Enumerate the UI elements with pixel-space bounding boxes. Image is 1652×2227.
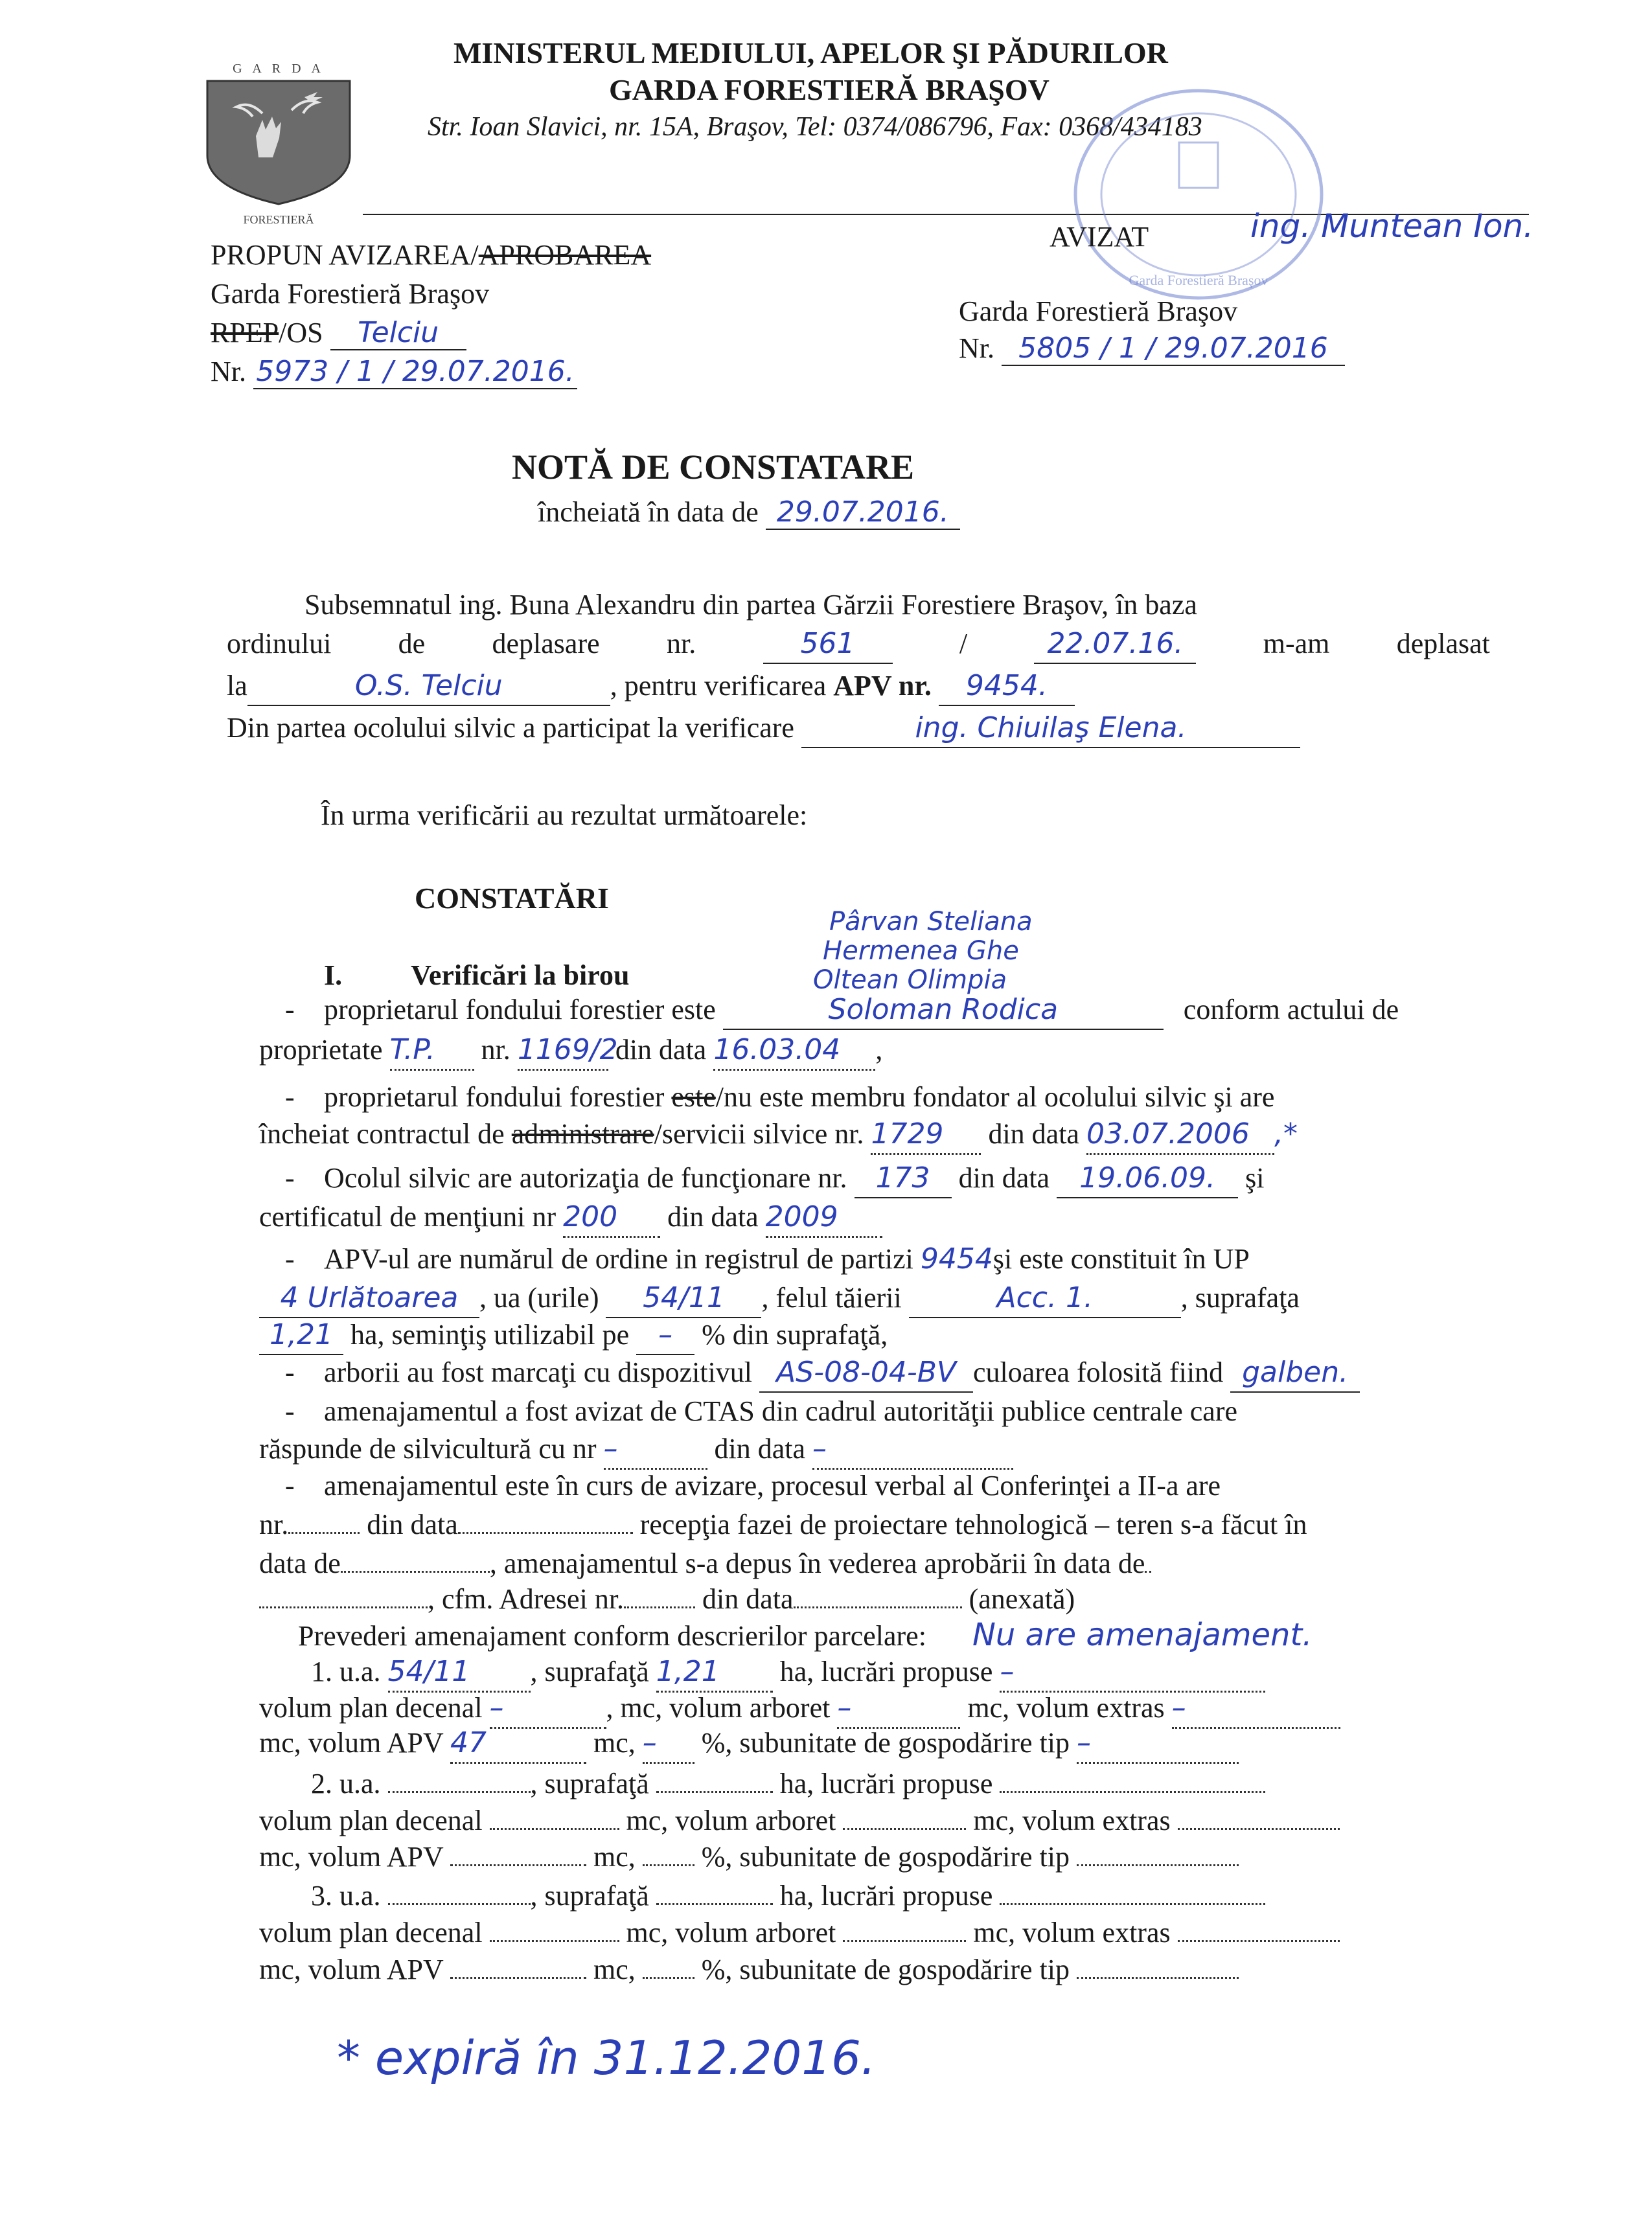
approval-date-label: din data [367, 1509, 458, 1540]
intro-word-deplasat: deplasat [1396, 628, 1490, 659]
owner-act-label: conform actului de [1183, 994, 1399, 1025]
mc-label: mc, [593, 1954, 636, 1985]
certificate-nr: 200 [563, 1198, 660, 1238]
right-garda: Garda Forestieră Braşov [959, 295, 1238, 327]
contract-asterisk: ,* [1274, 1117, 1298, 1150]
location-value: O.S. Telciu [247, 667, 610, 706]
member-struck: este [671, 1081, 716, 1113]
approval-line-1: - amenajamentul este în curs de avizare, procesul verbal al Conferinţei a II-a are [285, 1470, 1221, 1502]
mc-label: mc, [593, 1841, 636, 1873]
apv-volume-value: 47 [450, 1724, 586, 1764]
works-value: – [1000, 1653, 1265, 1693]
stand-volume-label: mc, volum arboret [626, 1805, 836, 1836]
provision-row-2-c [259, 1838, 1490, 1876]
stand-volume-value [843, 1828, 966, 1830]
owner-label: proprietarul fondului forestier este [324, 994, 716, 1025]
left-garda: Garda Forestieră Braşov [211, 278, 490, 310]
ua-label: u.a. [339, 1656, 381, 1687]
section-title: CONSTATĂRI [415, 882, 609, 915]
extract-volume-value [1178, 1940, 1340, 1942]
plan-volume-label: volum plan decenal [259, 1805, 483, 1836]
works-value [1000, 1791, 1265, 1793]
stand-volume-label: , mc, volum arboret [606, 1692, 831, 1724]
member-label: proprietarul fondului forestier [324, 1081, 665, 1113]
provision-row-3-b [259, 1914, 1490, 1952]
propun-struck: APROBAREA [478, 239, 652, 271]
avizat-label: AVIZAT [1050, 221, 1149, 253]
works-label: ha, lucrări propuse [779, 1768, 993, 1799]
intro-line-2 [227, 625, 1490, 664]
approval-submitted: , amenajamentul s-a depus în vederea aprobării în data de [489, 1547, 1145, 1579]
ordin-separator: / [959, 628, 968, 659]
approval-reception: recepţia fazei de proiectare tehnologică – teren s-a făcut în [639, 1509, 1307, 1540]
authorization-date: 19.06.09. [1057, 1159, 1238, 1198]
surface-label: , suprafaţă [530, 1656, 649, 1687]
provisions-header [298, 1616, 1529, 1655]
apv-volume-label: mc, volum APV [259, 1841, 444, 1873]
apv-register-line: - APV-ul are numărul de ordine in registrul de partizi 9454şi este constituit în UP [285, 1242, 1250, 1275]
provision-row-1-b [259, 1689, 1490, 1729]
row-number: 1. [311, 1656, 332, 1687]
ua-value: 54/11 [606, 1279, 761, 1318]
property-nr-label: nr. [481, 1034, 511, 1066]
row-number: 3. [311, 1880, 332, 1912]
ctas-label: amenajamentul a fost avizat de CTAS din cadrul autorităţii publice centrale care [324, 1395, 1237, 1427]
subunit-value: – [1077, 1724, 1239, 1764]
owner-1: Pârvan Steliana [829, 907, 1033, 937]
surface-value: 1,21 [656, 1653, 773, 1693]
avizat-signature: ing. Muntean Ion. [1250, 207, 1534, 245]
ua-label: u.a. [339, 1768, 381, 1799]
section-1-title: Verificări la birou [411, 959, 630, 991]
authorization-line: - Ocolul silvic are autorizaţia de funcţionare nr. 173 din data 19.06.09. şi [285, 1159, 1516, 1198]
apv-volume-value [450, 1864, 586, 1866]
provision-row-3-a [311, 1877, 1542, 1915]
stand-volume-value: – [837, 1689, 960, 1729]
title-date-value: 29.07.2016. [766, 496, 960, 530]
garda-forestiera-crest [194, 58, 363, 226]
provision-row-3-c [259, 1951, 1490, 1989]
property-nr: 1169/2 [518, 1031, 608, 1071]
surface-label: , suprafaţa [1180, 1282, 1300, 1314]
participant-label: Din partea ocolului silvic a participat la verificare [227, 712, 794, 744]
property-date: 16.03.04 [713, 1031, 875, 1071]
intro-word-nr: nr. [666, 628, 696, 659]
ctas-nr: – [604, 1430, 707, 1470]
provisions-label: Prevederi amenajament conform descrierilor parcelare: [298, 1620, 926, 1652]
percent-value [643, 1977, 694, 1979]
intro-word-mam: m-am [1263, 628, 1330, 659]
intro-word-deplasare: deplasare [492, 628, 600, 659]
approval-label: amenajamentul este în curs de avizare, procesul verbal al Conferinţei a II-a are [324, 1470, 1221, 1502]
provision-row-1-a [311, 1653, 1542, 1693]
subunit-value [1077, 1864, 1239, 1866]
stand-volume-value [843, 1940, 966, 1942]
ua-value [388, 1791, 531, 1793]
right-nr-value: 5805 / 1 / 29.07.2016 [1002, 332, 1345, 366]
intro-word-de: de [398, 628, 426, 659]
marking-line: - arborii au fost marcaţi cu dispozitivul AS-08-04-BV culoarea folosită fiind galben. [285, 1354, 1516, 1393]
subunit-label: %, subunitate de gospodărire tip [701, 1841, 1070, 1873]
certificate-label: certificatul de menţiuni nr [259, 1201, 556, 1233]
intro-line-3 [227, 667, 1458, 706]
participant-value: ing. Chiuilaş Elena. [801, 709, 1300, 748]
certificate-date: 2009 [766, 1198, 882, 1238]
left-os-line [211, 316, 466, 350]
plan-volume-value [490, 1940, 619, 1942]
document-title: NOTĂ DE CONSTATARE [512, 448, 915, 486]
subunit-label: %, subunitate de gospodărire tip [701, 1954, 1070, 1985]
seedling-value: – [636, 1316, 694, 1355]
left-nr-label: Nr. [211, 356, 246, 387]
owner-2: Hermenea Ghe [823, 936, 1019, 966]
right-nr-label: Nr. [959, 332, 994, 364]
office-address: Str. Ioan Slavici, nr. 15A, Braşov, Tel: 0374/086796, Fax: 0368/434183 [428, 112, 1202, 142]
ctas-line: - amenajamentul a fost avizat de CTAS din cadrul autorităţii publice centrale care [285, 1395, 1237, 1427]
ministry-name: MINISTERUL MEDIULUI, APELOR ŞI PĂDURILOR [453, 36, 1168, 69]
right-nr-line [959, 332, 1345, 366]
contract-struck: administrare [511, 1118, 654, 1150]
authorization-date-label: din data [958, 1162, 1050, 1194]
authorization-si: şi [1245, 1162, 1265, 1194]
stamp-text: Garda Forestieră Braşov [1129, 272, 1268, 288]
authorization-nr: 173 [855, 1159, 952, 1198]
contract-date-label: din data [988, 1118, 1079, 1150]
property-line [259, 1031, 1490, 1071]
apv-volume-value [450, 1977, 586, 1979]
title-date-label: încheiată în data de [538, 496, 759, 528]
surface-value [656, 1791, 773, 1793]
ordin-date: 22.07.16. [1034, 625, 1196, 664]
ua-value [388, 1903, 531, 1905]
extract-volume-value: – [1172, 1689, 1340, 1729]
left-nr-line [211, 355, 577, 389]
apv-ua-line [259, 1279, 1490, 1318]
intro-verificarea: , pentru verificarea [610, 670, 827, 702]
contract-label: încheiat contractul de [259, 1118, 505, 1150]
cut-type-value: Acc. 1. [909, 1279, 1181, 1318]
marking-label: arborii au fost marcaţi cu dispozitivul [324, 1356, 753, 1388]
provision-row-1-c [259, 1724, 1490, 1764]
ua-label: u.a. [339, 1880, 381, 1912]
title-date-line [538, 496, 960, 530]
office-name: GARDA FORESTIERĂ BRAŞOV [609, 73, 1050, 106]
intro-word-ordinului: ordinului [227, 628, 332, 659]
os-value: Telciu [330, 316, 466, 350]
expiry-note: * expiră în 31.12.2016. [337, 2031, 876, 2085]
plan-volume-label: volum plan decenal [259, 1692, 483, 1724]
plan-volume-value: – [490, 1689, 606, 1729]
approval-line-3 [259, 1545, 1490, 1582]
property-comma: , [875, 1034, 883, 1066]
surface-line [259, 1316, 1490, 1355]
extract-volume-label: mc, volum extras [973, 1917, 1171, 1948]
approval-annex: (anexată) [969, 1583, 1075, 1615]
approval-line-4 [259, 1581, 1490, 1618]
intro-word-la: la [227, 670, 247, 702]
seedling-unit: % din suprafaţă, [702, 1319, 888, 1351]
extract-volume-value [1178, 1828, 1340, 1830]
surface-value: 1,21 [259, 1316, 343, 1355]
works-value [1000, 1903, 1265, 1905]
apv-register-label: APV-ul are numărul de ordine in registrul de partizi [324, 1243, 913, 1275]
plan-volume-value [490, 1828, 619, 1830]
approval-data-de: data de [259, 1547, 341, 1579]
certificate-line [259, 1198, 1490, 1238]
surface-value [656, 1903, 773, 1905]
color-label: culoarea folosită fiind [973, 1356, 1224, 1388]
subunit-label: %, subunitate de gospodărire tip [701, 1727, 1070, 1759]
crest-top-text: G A R D A [233, 62, 325, 76]
apv-volume-label: mc, volum APV [259, 1954, 444, 1985]
apv-label: APV nr. [833, 670, 932, 702]
contract-nr-label: /servicii silvice nr. [654, 1118, 864, 1150]
ctas-nr-line [259, 1430, 1490, 1470]
mc-label: mc, [593, 1727, 636, 1759]
approval-address-nr: , cfm. Adresei nr. [428, 1583, 625, 1615]
official-stamp [1062, 78, 1335, 311]
cut-type-label: , felul tăierii [761, 1282, 902, 1314]
section-1-heading [324, 959, 629, 992]
row-number: 2. [311, 1768, 332, 1799]
color-value: galben. [1230, 1354, 1360, 1393]
apv-up-label: şi este constituit în UP [992, 1243, 1250, 1275]
marking-device: AS-08-04-BV [759, 1354, 973, 1393]
crest-bottom-text: FORESTIERĂ [243, 213, 314, 226]
percent-value [643, 1864, 694, 1866]
left-nr-value: 5973 / 1 / 29.07.2016. [253, 355, 577, 389]
intro-line-4 [227, 709, 1458, 748]
up-value: 4 Urlătoarea [259, 1279, 479, 1318]
member-line: - proprietarul fondului forestier este/nu este membru fondator al ocolului silvic şi are [285, 1081, 1275, 1113]
property-date-label: din data [615, 1034, 707, 1066]
apv-register-nr: 9454 [920, 1242, 993, 1275]
section-1-number: I. [324, 959, 343, 991]
provision-row-2-a [311, 1765, 1542, 1803]
os-label: /OS [279, 317, 323, 348]
works-label: ha, lucrări propuse [779, 1880, 993, 1912]
approval-address-date: din data [702, 1583, 794, 1615]
result-line: În urma verificării au rezultat următoarele: [321, 799, 808, 831]
owner-3: Oltean Olimpia [813, 965, 1007, 995]
surface-label: , suprafaţă [530, 1880, 649, 1912]
apv-number: 9454. [939, 667, 1075, 706]
ua-value: 54/11 [388, 1653, 531, 1693]
propun-line [211, 238, 651, 271]
rpep-struck: RPEP [211, 317, 279, 348]
property-label: proprietate [259, 1034, 383, 1066]
contract-nr: 1729 [871, 1115, 981, 1155]
provisions-note: Nu are amenajament. [972, 1617, 1313, 1653]
owner-line: - proprietarul fondului forestier este Soloman Rodica conform actului de [285, 991, 1516, 1030]
ctas-date-label: din data [714, 1433, 806, 1465]
ordin-number: 561 [763, 625, 893, 664]
plan-volume-label: volum plan decenal [259, 1917, 483, 1948]
percent-value: – [643, 1724, 694, 1764]
member-rest: /nu este membru fondator al ocolului silvic şi are [715, 1081, 1275, 1113]
stand-volume-label: mc, volum arboret [626, 1917, 836, 1948]
property-type: T.P. [390, 1031, 474, 1071]
contract-date: 03.07.2006 [1086, 1115, 1274, 1155]
intro-line-1: Subsemnatul ing. Buna Alexandru din partea Gărzii Forestiere Braşov, în baza [304, 589, 1197, 621]
ctas-date: – [812, 1430, 1013, 1470]
contract-line [259, 1115, 1490, 1155]
subunit-value [1077, 1977, 1239, 1979]
extract-volume-label: mc, volum extras [973, 1805, 1171, 1836]
works-label: ha, lucrări propuse [779, 1656, 993, 1687]
seedling-label: ha, seminţiş utilizabil pe [350, 1319, 630, 1351]
certificate-date-label: din data [667, 1201, 759, 1233]
owner-4: Soloman Rodica [723, 991, 1164, 1030]
propun-label: PROPUN AVIZAREA/ [211, 239, 479, 271]
extract-volume-label: mc, volum extras [967, 1692, 1165, 1724]
authorization-label: Ocolul silvic are autorizaţia de funcţionare nr. [324, 1162, 847, 1194]
approval-line-2 [259, 1506, 1490, 1544]
provision-row-2-b [259, 1802, 1490, 1840]
ua-label: , ua (urile) [479, 1282, 599, 1314]
approval-nr-label: nr. [259, 1509, 289, 1540]
apv-volume-label: mc, volum APV [259, 1727, 444, 1759]
surface-label: , suprafaţă [530, 1768, 649, 1799]
ctas-nr-label: răspunde de silvicultură cu nr [259, 1433, 597, 1465]
